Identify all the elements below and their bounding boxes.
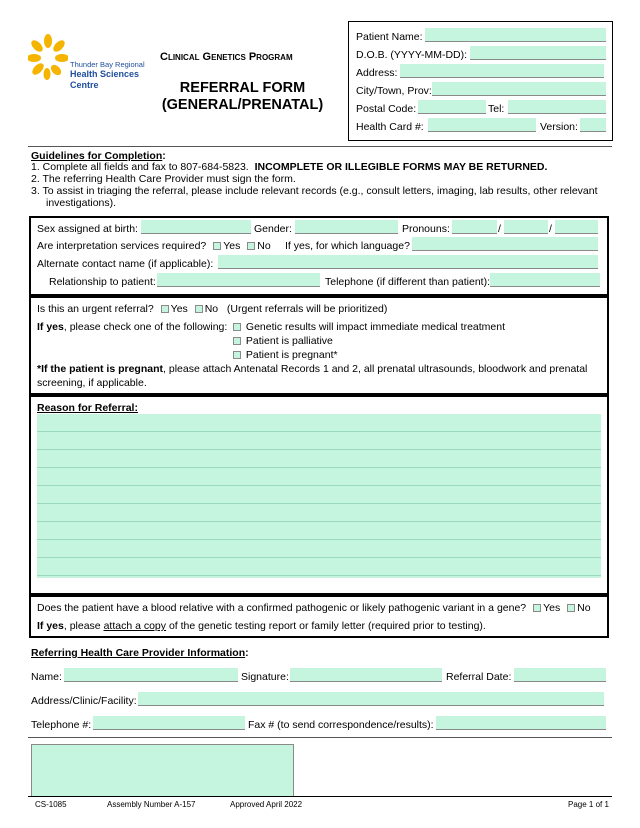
pronoun-field-3[interactable]: [555, 220, 598, 234]
guideline-3-cont: investigations).: [46, 197, 117, 209]
guidelines-heading-text: Guidelines for Completion: [31, 150, 163, 162]
interp-no-checkbox[interactable]: [247, 242, 255, 250]
sex-field[interactable]: [141, 220, 251, 234]
city-label: City/Town, Prov:: [356, 85, 432, 97]
assembly-number: Assembly Number A-157: [107, 800, 196, 809]
header-divider: [28, 146, 612, 147]
provider-address-label: Address/Clinic/Facility:: [31, 695, 137, 707]
urgent-question: Is this an urgent referral?: [37, 303, 154, 315]
pronoun-field-1[interactable]: [452, 220, 497, 234]
guideline-1-text: 1. Complete all fields and fax to 807-684-5823.: [31, 161, 249, 173]
guideline-2: 2. The referring Health Care Provider must sign the form.: [31, 173, 296, 185]
opt1-checkbox[interactable]: [233, 323, 241, 331]
interp-yes-checkbox[interactable]: [213, 242, 221, 250]
patient-name-field[interactable]: [425, 28, 606, 42]
opt2-checkbox[interactable]: [233, 337, 241, 345]
urgent-ifyes-bold: If yes: [37, 321, 64, 333]
alt-telephone-field[interactable]: [490, 273, 600, 287]
relative-yes-checkbox[interactable]: [533, 604, 541, 612]
gender-label: Gender:: [254, 223, 292, 235]
relative-no-checkbox[interactable]: [567, 604, 575, 612]
pregnant-note: [37, 363, 587, 376]
relative-no-label: No: [577, 602, 591, 614]
urgent-option-2: [229, 335, 333, 348]
postal-label: Postal Code:: [356, 103, 417, 115]
language-label: If yes, for which language?: [285, 240, 410, 252]
urgent-no-label: No: [204, 303, 219, 315]
provider-heading-text: Referring Health Care Provider Information: [31, 647, 246, 659]
urgent-ifyes: [37, 321, 227, 334]
pronouns-label: Pronouns:: [402, 223, 450, 235]
version-field[interactable]: [580, 118, 606, 132]
attach-copy-text: attach a copy: [103, 620, 167, 632]
pronoun-slash-2: /: [549, 223, 552, 235]
interp-yes-label: Yes: [223, 240, 241, 252]
referral-date-label: Referral Date:: [446, 671, 512, 683]
guideline-1-warning: INCOMPLETE OR ILLEGIBLE FORMS MAY BE RETURNED.: [254, 161, 548, 173]
urgent-option-3: [229, 349, 338, 362]
health-card-field[interactable]: [428, 118, 536, 132]
guideline-3: 3. To assist in triaging the referral, please include relevant records (e.g., consult letters, imaging, lab results, other relevant: [31, 185, 598, 197]
relative-row: [37, 602, 591, 615]
city-field[interactable]: [432, 82, 606, 96]
interp-row: [37, 240, 271, 253]
provider-fax-label: Fax # (to send correspondence/results):: [248, 719, 434, 731]
approval-date: Approved April 2022: [230, 800, 303, 809]
sunburst-logo-icon: [28, 32, 68, 82]
program-title: Clinical Genetics Program: [160, 51, 293, 63]
urgent-note: (Urgent referrals will be prioritized): [226, 303, 388, 315]
urgent-no-checkbox[interactable]: [195, 305, 203, 313]
relationship-label: Relationship to patient:: [49, 276, 156, 288]
provider-divider: [28, 737, 612, 738]
dob-label: D.O.B. (YYYY-MM-DD):: [356, 49, 468, 61]
provider-telephone-label: Telephone #:: [31, 719, 92, 731]
opt1-label: Genetic results will impact immediate medical treatment: [245, 321, 506, 333]
form-code: CS-1085: [35, 800, 67, 809]
urgent-row: [37, 303, 387, 316]
alt-telephone-label: Telephone (if different than patient):: [325, 276, 491, 288]
hospital-logo: [28, 32, 148, 92]
health-card-label: Health Card #:: [356, 121, 424, 133]
provider-fax-field[interactable]: [436, 716, 606, 730]
relative-yes-label: Yes: [543, 602, 561, 614]
form-title-line1: REFERRAL FORM: [179, 80, 306, 96]
tel-label: Tel:: [488, 103, 505, 115]
guidelines-colon: :: [162, 150, 166, 162]
opt3-checkbox[interactable]: [233, 351, 241, 359]
urgent-ifyes-rest: , please check one of the following:: [63, 321, 228, 333]
pregnant-note-bold: *If the patient is pregnant: [37, 363, 164, 375]
urgent-option-1: [229, 321, 505, 334]
provider-stamp-box[interactable]: [31, 744, 294, 797]
interp-question: Are interpretation services required?: [37, 240, 207, 252]
provider-heading-colon: :: [245, 647, 249, 659]
alt-contact-label: Alternate contact name (if applicable):: [37, 258, 214, 270]
address-field[interactable]: [400, 64, 604, 78]
dob-field[interactable]: [470, 46, 606, 60]
relative-ifyes-bold: If yes: [37, 620, 64, 632]
relative-ifyes-end: of the genetic testing report or family letter (required prior to testing).: [166, 620, 486, 632]
tel-field[interactable]: [508, 100, 606, 114]
footer-divider: [28, 796, 612, 797]
opt3-label: Patient is pregnant*: [245, 349, 338, 361]
relative-ifyes-mid: , please: [63, 620, 104, 632]
provider-address-field[interactable]: [138, 692, 604, 706]
form-title-line2: (GENERAL/PRENATAL): [161, 97, 324, 113]
logo-line-1: Thunder Bay Regional: [70, 60, 145, 69]
pregnant-note-rest: , please attach Antenatal Records 1 and 2, all prenatal ultrasounds, bloodwork and prenatal: [163, 363, 588, 375]
provider-name-field[interactable]: [64, 668, 238, 682]
relationship-field[interactable]: [157, 273, 320, 287]
reason-textarea[interactable]: [37, 414, 601, 578]
provider-telephone-field[interactable]: [93, 716, 245, 730]
provider-heading: [31, 647, 249, 660]
language-field[interactable]: [412, 237, 598, 251]
logo-line-2: Health Sciences: [70, 69, 140, 79]
opt2-label: Patient is palliative: [245, 335, 333, 347]
reason-label: Reason for Referral:: [37, 402, 138, 414]
urgent-yes-label: Yes: [170, 303, 188, 315]
sex-label: Sex assigned at birth:: [37, 223, 138, 235]
signature-label: Signature:: [241, 671, 289, 683]
provider-name-label: Name:: [31, 671, 62, 683]
patient-name-label: Patient Name:: [356, 31, 423, 43]
postal-field[interactable]: [418, 100, 486, 114]
relative-question: Does the patient have a blood relative with a confirmed pathogenic or likely pathogenic variant in a gene?: [37, 602, 527, 614]
version-label: Version:: [540, 121, 578, 133]
pronoun-slash-1: /: [498, 223, 501, 235]
interp-no-label: No: [257, 240, 271, 252]
pronoun-field-2[interactable]: [504, 220, 548, 234]
alt-contact-field[interactable]: [218, 255, 598, 269]
referral-date-field[interactable]: [514, 668, 606, 682]
gender-field[interactable]: [295, 220, 398, 234]
pregnant-note-line2: screening, if applicable.: [37, 377, 147, 389]
urgent-yes-checkbox[interactable]: [161, 305, 169, 313]
signature-field[interactable]: [290, 668, 442, 682]
logo-line-3: Centre: [70, 80, 99, 90]
address-label: Address:: [356, 67, 398, 79]
page-number: Page 1 of 1: [568, 800, 609, 809]
relative-ifyes: [37, 620, 486, 633]
